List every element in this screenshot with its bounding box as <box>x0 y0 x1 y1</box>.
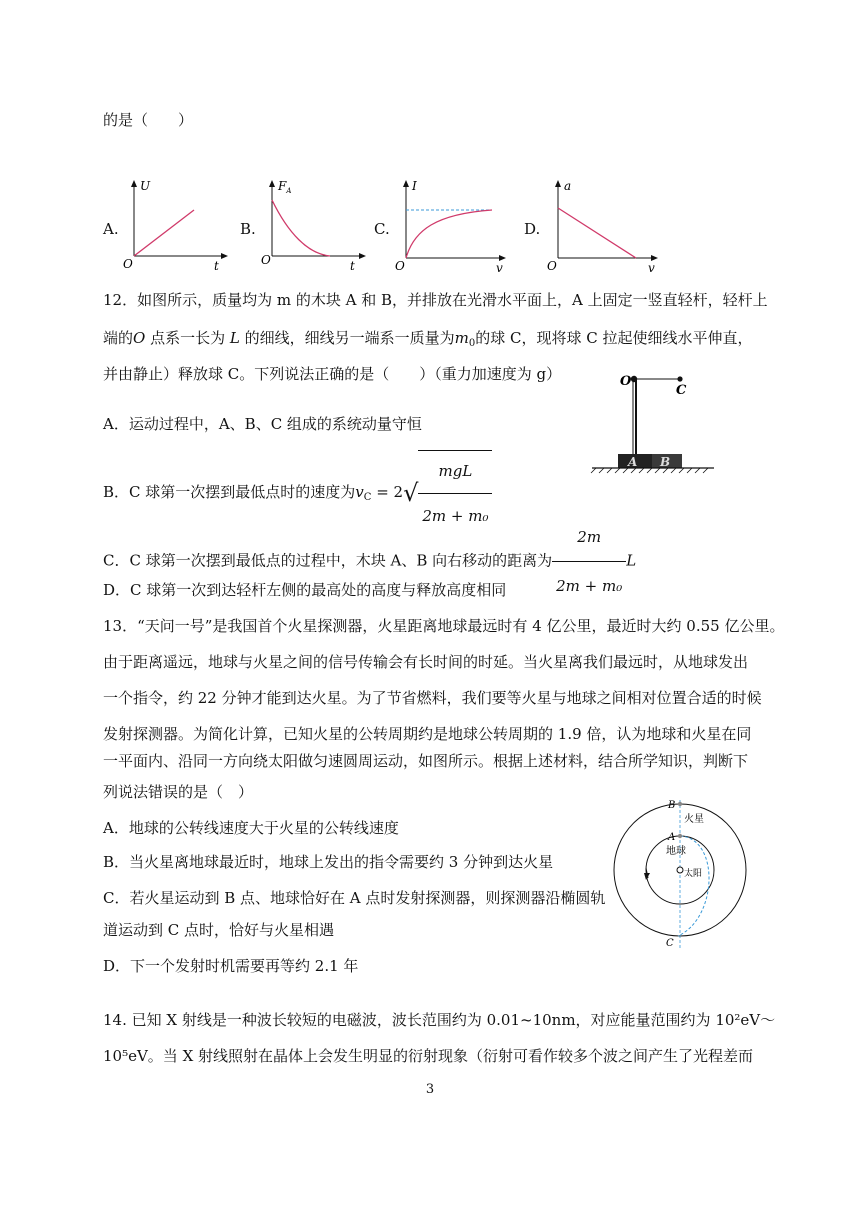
q11-d-origin: O <box>547 259 557 273</box>
q12-line-1: 12．如图所示，质量均为 m 的木块 A 和 B，并排放在光滑水平面上，A 上固定一竖直轻杆，轻杆上 <box>103 291 768 309</box>
q12-option-c: C．C 球第一次摆到最低点的过程中，木块 A、B 向右移动的距离为 $\frac{2m}{\text{2m + m₀}}$ L <box>103 515 636 608</box>
q13-fig-b: B <box>668 800 676 811</box>
q11-graph-c <box>392 176 512 276</box>
q11-option-b-letter: B. <box>240 220 256 238</box>
q13-option-b: B．当火星离地球最近时，地球上发出的指令需要约 3 分钟到达火星 <box>103 853 554 871</box>
q13-option-a: A．地球的公转线速度大于火星的公转线速度 <box>103 819 399 837</box>
q11-graph-a <box>120 178 230 272</box>
q13-line-4: 发射探测器。为简化计算，已知火星的公转周期约是地球公转周期的 1.9 倍，认为地球和火星在同 <box>103 725 752 743</box>
q11-option-d-letter: D. <box>524 220 541 238</box>
q13-fig-sun: 太阳 <box>684 869 703 879</box>
q12-fig-b: B <box>660 455 671 469</box>
q11-graph-d <box>544 176 664 276</box>
q12-line-2: 端的O 点系一长为 L 的细线，细线另一端系一质量为$m_0$的球 C，现将球 C 拉起使细线水平伸直， <box>103 329 753 349</box>
q11-b-xaxis: t <box>350 259 355 272</box>
q11-b-ysub: A <box>286 187 292 195</box>
q12-option-d: D．C 球第一次到达轻杆左侧的最高处的高度与释放高度相同 <box>103 581 507 599</box>
q11-d-yaxis: a <box>564 179 572 193</box>
q12-line-3: 并由静止）释放球 C。下列说法正确的是（ ）（重力加速度为 g） <box>103 365 562 383</box>
q13-line-3: 一个指令，约 22 分钟才能到达火星。为了节省燃料，我们要等火星与地球之间相对位置合适的时候 <box>103 689 762 707</box>
q11-graph-b <box>258 178 368 272</box>
q11-a-origin: O <box>123 257 133 271</box>
q13-fig-mars: 火星 <box>684 814 704 825</box>
q12-fig-a: A <box>628 455 638 469</box>
svg-text:FA <box>277 179 291 195</box>
q12-option-b: B．C 球第一次摆到最低点时的速度为$v_C = 2√$ $\frac{\text{mgL}}{\text{2m + m₀}}$ <box>103 450 492 536</box>
q13-option-c-1: C．若火星运动到 B 点、地球恰好在 A 点时发射探测器，则探测器沿椭圆轨 <box>103 889 606 907</box>
q13-fig-a: A <box>668 832 676 843</box>
q11-option-a-letter: A. <box>103 220 119 238</box>
q12-fig-c: C <box>676 383 687 398</box>
q13-option-c-2: 道运动到 C 点时，恰好与火星相遇 <box>103 921 335 939</box>
q13-line-2: 由于距离遥远，地球与火星之间的信号传输会有长时间的时延。当火星离我们最远时，从地球发出 <box>103 653 749 671</box>
q12-option-a: A．运动过程中，A、B、C 组成的系统动量守恒 <box>103 415 422 433</box>
q11-d-xaxis: v <box>648 261 655 275</box>
q13-option-d: D．下一个发射时机需要再等约 2.1 年 <box>103 957 359 975</box>
q14-line-1: 14. 已知 X 射线是一种波长较短的电磁波，波长范围约为 0.01~10nm，对应能量范围约为 10²eV～ <box>103 1011 776 1029</box>
q11-c-origin: O <box>395 259 405 273</box>
q13-line-6: 列说法错误的是（ ） <box>103 783 254 801</box>
page-number: 3 <box>425 1082 435 1097</box>
q12-fig-o: O <box>620 374 632 389</box>
q13-orbit-figure <box>610 798 760 958</box>
q13-fig-earth: 地球 <box>666 846 686 857</box>
q11-tail: 的是（ ） <box>103 111 194 129</box>
q11-c-xaxis: v <box>496 261 503 275</box>
q11-option-c-letter: C. <box>374 220 390 238</box>
q11-a-yaxis: U <box>140 179 151 193</box>
q11-c-yaxis: I <box>412 179 417 193</box>
q14-line-2: 10⁵eV。当 X 射线照射在晶体上会发生明显的衍射现象（衍射可看作较多个波之间产生了光程差而 <box>103 1047 754 1065</box>
q11-a-xaxis: t <box>214 259 219 272</box>
q13-fig-c: C <box>666 938 674 949</box>
q13-line-5: 一平面内、沿同一方向绕太阳做匀速圆周运动，如图所示。根据上述材料，结合所学知识，判断下 <box>103 752 749 770</box>
q13-line-1: 13．“天问一号”是我国首个火星探测器，火星距离地球最远时有 4 亿公里，最近时大约 0.55 亿公里。 <box>103 617 785 635</box>
q12-figure <box>588 350 718 475</box>
q11-b-origin: O <box>261 253 271 267</box>
q11-b-yaxis: F <box>278 179 287 193</box>
